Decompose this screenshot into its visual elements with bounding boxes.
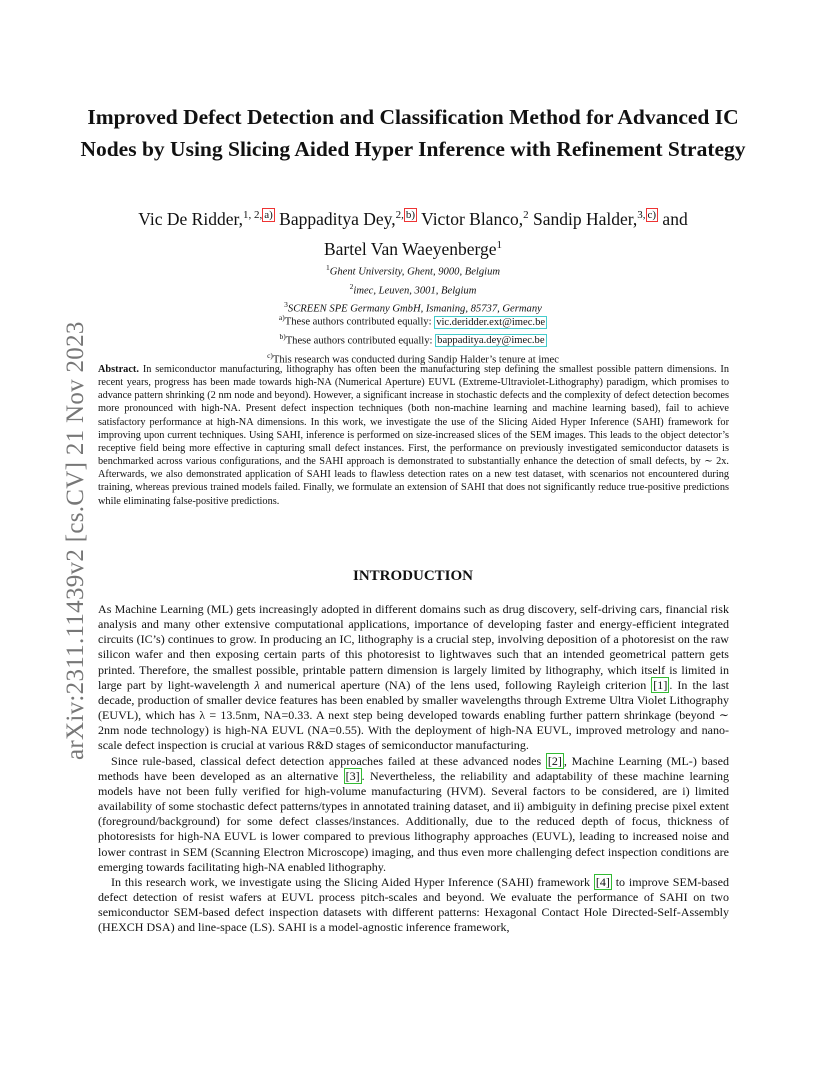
affiliation-sup: 1 (496, 238, 503, 251)
author-note: $^{c)}$This research was conducted during Sandip Halder’s tenure at imec (267, 350, 559, 366)
email-link[interactable]: vic.deridder.ext@imec.be (436, 316, 546, 328)
citation-link[interactable]: [1] (653, 677, 668, 692)
affiliation-sup: 2, b) (395, 209, 416, 221)
abstract-label: Abstract. (98, 364, 139, 375)
paragraph: Since rule-based, classical defect detection approaches failed at these advanced nodes [2] , Machine Learning (ML-) based methods have been developed as an alternative [3] . Nevertheless, the reliability and adaptability of these machine learning models have not been fully verified for high-volume manufacturing (HVM). Several factors to be considered, are i) limited availability of some stochastic defect patterns/types in annotated training dataset, and ii) ambiguity in defining precise pixel extent (foreground/background) for some defect classes/instances. Additionally, due to the reduced depth of focus, thickness of photoresists for high-NA EUVL is lower compared to previous lithography approaches (EUVL), leading to increased noise and lower contrast in SEM (Scanning Electron Microscope) imaging, and thus even more challenging defect inspection conditions are emerging towards facilitating high-NA enabled lithography. (98, 753, 729, 874)
introduction-body (98, 602, 729, 935)
abstract-text: In semiconductor manufacturing, lithography has often been the manufacturing step defining the smallest possible pattern dimensions. In recent years, progress has been made towards high-NA (Numerical Aperture) EUVL (Extreme-Ultraviolet-Lithography) paradigm, which promises to advance pattern shrinking (2 nm node and beyond). However, a significant increase in stochastic defects and the complexity of defect detection becomes more pronounced with high-NA. Present defect inspection techniques (both non-machine learning and machine learning based), fail to achieve satisfactory performance at high-NA dimensions. In this work, we investigate the use of the Slicing Aided Hyper Inference (SAHI) framework for improving upon current techniques. Using SAHI, inference is performed on size-increased slices of the SEM images. This leads to the object detector’s receptive field being more effective in capturing small defect instances. First, the performance on previously investigated semiconductor datasets is benchmarked across various configurations, and the SAHI approach is demonstrated to substantially enhance the detection of small defects, by ∼ 2x. Afterwards, we also demonstrated application of SAHI leads to flawless detection rates on a new test dataset, with scenarios not encountered during training, whereas previous trained models failed. Finally, we formulate an extension of SAHI that does not significantly reduce true-positive predictions while eliminating false-positive predictions. (98, 364, 730, 507)
author-name: Sandip Halder, (532, 208, 638, 229)
author-name: Victor Blanco, (421, 208, 524, 229)
paragraph: In this research work, we investigate using the Slicing Aided Hyper Inference (SAHI) framework [4] to improve SEM-based defect detection of resist wafers at EUVL process pitch-scales and beyond. We evaluate the performance of SAHI on two semiconductor SEM-based defect inspection datasets with different patterns: Hexagonal Contact Hole Directed-Self-Assembly (HEXCH DSA) and line-space (LS). SAHI is a model-agnostic inference framework, (98, 874, 729, 935)
arxiv-identifier-stamp (22, 282, 89, 760)
email-link[interactable]: bappaditya.dey@imec.be (437, 335, 545, 347)
footnote-link-b[interactable]: b) (405, 209, 416, 221)
author-notes (60, 311, 766, 367)
affiliation-list (60, 261, 766, 317)
citation-link[interactable]: [2] (547, 753, 562, 768)
paragraph: As Machine Learning (ML) gets increasingly adopted in different domains such as drug discovery, self-driving cars, financial risk analysis and many other extensive computational applications, importance of developing faster and energy-efficient integrated circuits (IC’s) continues to grow. In producing an IC, lithography is a crucial step, involving deposition of a photoresist on the raw silicon wafer and then exposing certain parts of this photoresist to lightwaves such that an intended geometrical pattern gets printed. Therefore, the smallest possible, printable pattern dimension is largely limited by lithography, which itself is limited in large part by light-wavelength λ and numerical aperture (NA) of the lens used, following Rayleigh criterion [1] . In the last decade, production of smaller device features has been enabled by smaller wavelengths through Extreme Ultra Violet Lithography (EUVL), which has λ = 13.5nm, NA=0.33. A next step being developed towards enabling further pattern shrinkage (beyond ∼ 2nm node technology) is high-NA EUVL (NA=0.55). With the deployment of high-NA EUVL, improved metrology and nano-scale defect inspection is crucial at various R&D stages of semiconductor manufacturing. (98, 602, 730, 753)
author-note: $^{a)}$These authors contributed equally: vic.deridder.ext@imec.be (278, 313, 546, 328)
arxiv-identifier-text: arXiv:2311.11439v2 [cs.CV] 21 Nov 2023 (62, 321, 89, 760)
author-name: Vic De Ridder, (138, 208, 243, 229)
affiliation-item: $^3$SCREEN SPE Germany GmbH, Ismaning, 85737, Germany (284, 300, 542, 315)
citation-link[interactable]: [3] (345, 768, 360, 783)
author-note: $^{b)}$These authors contributed equally: bappaditya.dey@imec.be (279, 331, 545, 347)
abstract (98, 363, 729, 508)
author-name: Bappaditya Dey, (279, 208, 396, 229)
paper-title: Improved Defect Detection and Classification Method for Advanced IC Nodes by Using Slicing Aided Hyper Inference with Refinement Strategy (80, 105, 746, 161)
author-conjunction: and (662, 208, 688, 229)
affiliation-item: $^1$Ghent University, Ghent, 9000, Belgium (325, 263, 501, 278)
citation-link[interactable]: [4] (595, 874, 610, 889)
affiliation-sup: 3, c) (637, 209, 657, 221)
affiliation-item: $^2$imec, Leuven, 3001, Belgium (349, 281, 477, 297)
footnote-link-a[interactable]: a) (264, 209, 273, 221)
author-name: Bartel Van Waeyenberge (323, 238, 497, 259)
section-heading-introduction: INTRODUCTION (352, 568, 473, 584)
affiliation-sup: 1, 2, a) (242, 209, 273, 221)
footnote-link-c[interactable]: c) (647, 209, 657, 221)
affiliation-sup: 2 (523, 209, 529, 221)
author-list (60, 202, 766, 262)
